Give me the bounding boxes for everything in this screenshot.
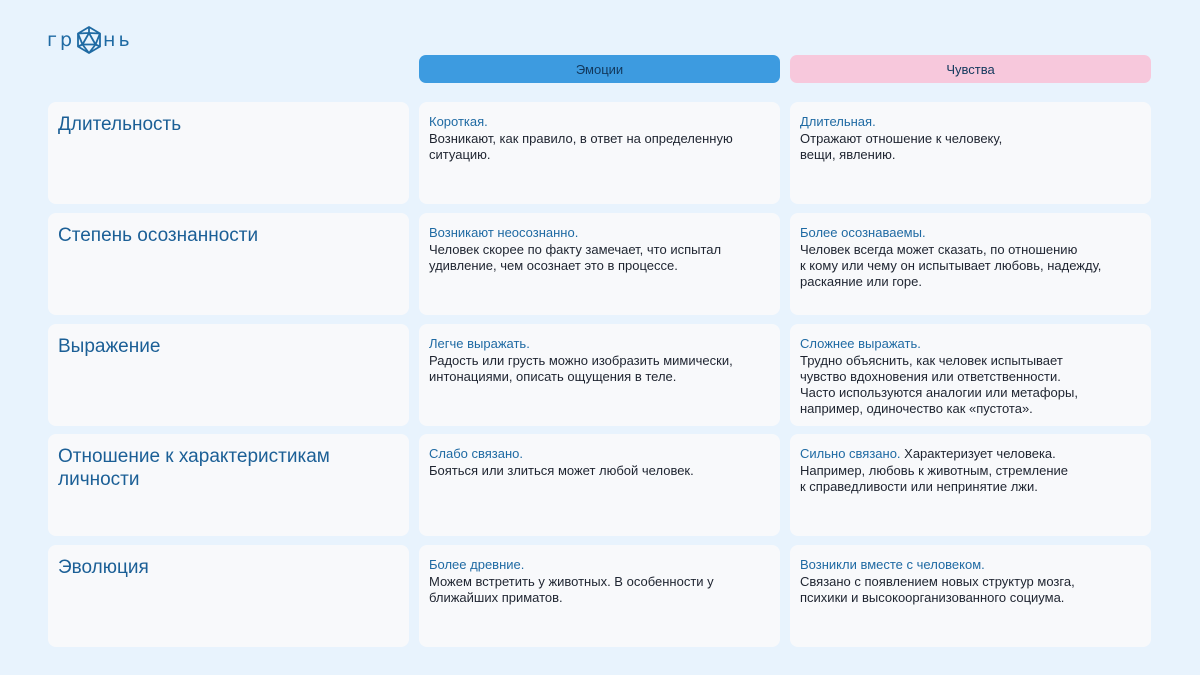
logo-text-right: нь — [103, 29, 133, 51]
cell-body: Например, любовь к животным, стремление к справедливости или непринятие лжи. — [800, 463, 1069, 494]
column-header-feelings: Чувства — [790, 55, 1151, 83]
emotions-cell — [419, 434, 780, 536]
cell-heading: Легче выражать. — [429, 336, 530, 351]
cell-body: Человек всегда может сказать, по отношению к кому или чему он испытывает любовь, надежду, раскаяние или горе. — [800, 242, 1102, 289]
row-label-card — [48, 545, 409, 647]
cell-heading: Более древние. — [429, 557, 525, 572]
emotions-cell — [419, 545, 780, 647]
icosahedron-icon — [76, 25, 102, 55]
row-label-card — [48, 324, 409, 426]
emotions-cell — [419, 102, 780, 204]
cell-body: Радость или грусть можно изобразить мимически, интонациями, описать ощущения в теле. — [429, 353, 733, 384]
logo-text-left: гр — [47, 29, 76, 51]
cell-heading: Длительная. — [800, 114, 876, 129]
feelings-cell — [790, 102, 1151, 204]
row-title: Эволюция — [58, 557, 149, 578]
feelings-cell — [790, 545, 1151, 647]
cell-body: Бояться или злиться может любой человек. — [429, 463, 694, 478]
cell-heading: Возникли вместе с человеком. — [800, 557, 985, 572]
cell-heading-tail: Характеризует человека. — [900, 446, 1056, 461]
feelings-cell — [790, 324, 1151, 426]
emotions-cell — [419, 213, 780, 315]
row-label-card — [48, 102, 409, 204]
cell-heading: Более осознаваемы. — [800, 225, 926, 240]
cell-heading: Возникают неосознанно. — [429, 225, 579, 240]
row-label-card — [48, 213, 409, 315]
feelings-cell — [790, 434, 1151, 536]
column-header-emotions: Эмоции — [419, 55, 780, 83]
row-title: Длительность — [58, 114, 182, 135]
feelings-cell — [790, 213, 1151, 315]
cell-body: Можем встретить у животных. В особенности у ближайших приматов. — [429, 574, 714, 605]
emotions-cell — [419, 324, 780, 426]
cell-body: Возникают, как правило, в ответ на определенную ситуацию. — [429, 131, 733, 162]
cell-body: Трудно объяснить, как человек испытывает чувство вдохновения или ответственности. Часто используются аналогии или метафоры, например, одиночество как «пустота». — [800, 353, 1078, 416]
cell-heading: Сложнее выражать. — [800, 336, 921, 351]
cell-heading: Слабо связано. — [429, 446, 524, 461]
row-title: Выражение — [58, 336, 161, 357]
cell-heading: Сильно связано. — [800, 446, 901, 461]
cell-body: Отражают отношение к человеку, вещи, явлению. — [800, 131, 1003, 162]
cell-body: Человек скорее по факту замечает, что испытал удивление, чем осознает это в процессе. — [429, 242, 722, 273]
cell-heading: Короткая. — [429, 114, 488, 129]
cell-body: Связано с появлением новых структур мозга, психики и высокоорганизованного социума. — [800, 574, 1075, 605]
logo — [47, 24, 133, 56]
row-title: Степень осознанности — [58, 225, 259, 246]
row-title: Отношение к характеристикам личности — [58, 446, 330, 490]
row-label-card — [48, 434, 409, 536]
